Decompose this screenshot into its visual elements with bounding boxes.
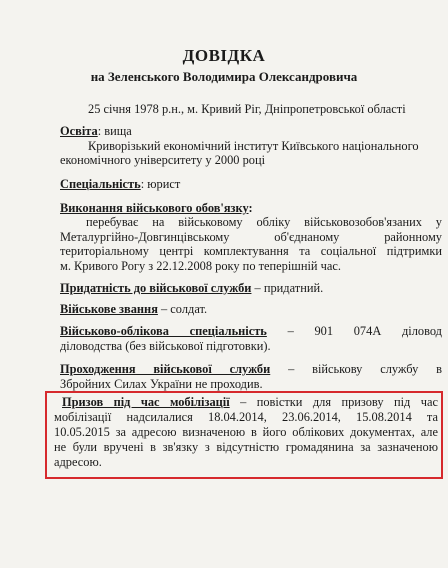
education-heading bbox=[60, 124, 132, 139]
education-value: : вища bbox=[97, 124, 132, 138]
mos-label: Військово-облікова спеціальність bbox=[60, 324, 267, 338]
education-line-1: Криворізький економічний інститут Київського національного bbox=[88, 139, 419, 153]
mobilization-line-2: мобілізації надсилалися 18.04.2014, 23.06.2014, 15.08.2014 та bbox=[54, 410, 438, 424]
document-subtitle: на Зеленського Володимира Олександровича bbox=[90, 69, 358, 84]
mobilization-line-3: 10.05.2015 за адресою визначеною в його облікових документах, але bbox=[54, 425, 438, 439]
service-heading bbox=[60, 362, 442, 377]
mobilization-value: – повістки для призову під час bbox=[240, 395, 439, 409]
mobilization-line-4: не були вручені в зв'язку з відсутністю громадянина за зазначеною bbox=[54, 440, 438, 454]
document-title: ДОВІДКА bbox=[182, 46, 266, 65]
service-label: Проходження військової служби bbox=[60, 362, 271, 376]
fitness-label: Придатність до військової служби bbox=[60, 281, 252, 295]
specialty-heading bbox=[60, 177, 180, 192]
specialty-value: : юрист bbox=[140, 177, 181, 191]
mobilization-heading bbox=[54, 395, 438, 410]
rank-value: – солдат. bbox=[157, 302, 208, 316]
rank-label: Військове звання bbox=[60, 302, 158, 316]
military-duty-label: Виконання військового обов'язку bbox=[60, 201, 249, 215]
service-value: – військову службу в bbox=[288, 362, 442, 376]
mobilization-line-5: адресою. bbox=[54, 455, 102, 469]
military-duty-line-4: м. Кривого Рогу з 22.12.2008 року по теперішній час. bbox=[60, 259, 341, 273]
military-duty-line-3: територіальному центрі комплектування та соціальної підтримки bbox=[60, 244, 442, 258]
rank-heading bbox=[60, 302, 207, 317]
specialty-label: Спеціальність bbox=[60, 177, 141, 191]
education-label: Освіта bbox=[60, 124, 98, 138]
birth-info: 25 січня 1978 р.н., м. Кривий Ріг, Дніпропетровської області bbox=[88, 102, 406, 116]
military-duty-line-1: перебуває на військовому обліку військовозобов'язаних у bbox=[86, 215, 442, 229]
mos-line-2: діловодства (без військової підготовки). bbox=[60, 339, 271, 353]
fitness-heading bbox=[60, 281, 323, 296]
mobilization-label: Призов під час мобілізації bbox=[62, 395, 230, 409]
mos-heading bbox=[60, 324, 442, 339]
military-duty-line-2: Металургійно-Довгинцівському об'єднаному районному bbox=[60, 230, 442, 244]
mos-value: – 901 074А діловод bbox=[287, 324, 442, 338]
military-duty-colon: : bbox=[248, 201, 253, 215]
fitness-value: – придатний. bbox=[251, 281, 324, 295]
education-line-2: економічного університету у 2000 році bbox=[60, 153, 266, 167]
service-line-2: Збройних Силах України не проходив. bbox=[60, 377, 263, 391]
military-duty-heading bbox=[60, 201, 253, 216]
